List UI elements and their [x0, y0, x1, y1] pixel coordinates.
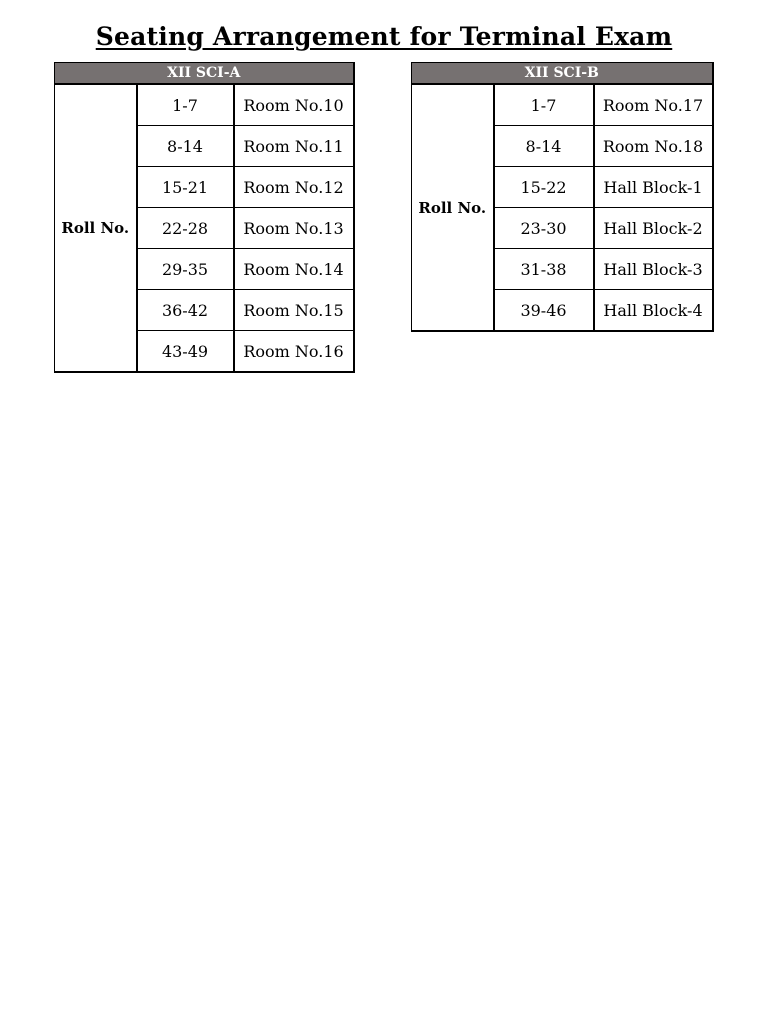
room-cell: Hall Block-1 [594, 167, 713, 208]
roll-range-cell: 43-49 [137, 331, 234, 373]
room-cell: Room No.11 [234, 126, 354, 167]
room-cell: Hall Block-2 [594, 208, 713, 249]
room-cell: Hall Block-4 [594, 290, 713, 332]
table-row [412, 84, 713, 126]
roll-range-cell: 22-28 [137, 208, 234, 249]
room-cell: Room No.14 [234, 249, 354, 290]
room-cell: Room No.18 [594, 126, 713, 167]
roll-no-label: Roll No. [412, 84, 494, 331]
section-header: XII SCI-B [412, 63, 713, 85]
roll-range-cell: 39-46 [494, 290, 594, 332]
room-cell: Room No.13 [234, 208, 354, 249]
section-header: XII SCI-A [55, 63, 354, 85]
seating-table-sci-b [411, 62, 714, 332]
roll-range-cell: 1-7 [137, 84, 234, 126]
roll-range-cell: 36-42 [137, 290, 234, 331]
room-cell: Room No.10 [234, 84, 354, 126]
room-cell: Room No.17 [594, 84, 713, 126]
seating-table-sci-a [54, 62, 355, 373]
roll-range-cell: 23-30 [494, 208, 594, 249]
table-row [55, 84, 354, 126]
room-cell: Hall Block-3 [594, 249, 713, 290]
roll-range-cell: 8-14 [494, 126, 594, 167]
roll-range-cell: 8-14 [137, 126, 234, 167]
roll-no-label: Roll No. [55, 84, 137, 372]
roll-range-cell: 1-7 [494, 84, 594, 126]
room-cell: Room No.15 [234, 290, 354, 331]
roll-range-cell: 31-38 [494, 249, 594, 290]
room-cell: Room No.16 [234, 331, 354, 373]
roll-range-cell: 15-22 [494, 167, 594, 208]
roll-range-cell: 29-35 [137, 249, 234, 290]
page-title: Seating Arrangement for Terminal Exam [95, 22, 673, 51]
room-cell: Room No.12 [234, 167, 354, 208]
roll-range-cell: 15-21 [137, 167, 234, 208]
